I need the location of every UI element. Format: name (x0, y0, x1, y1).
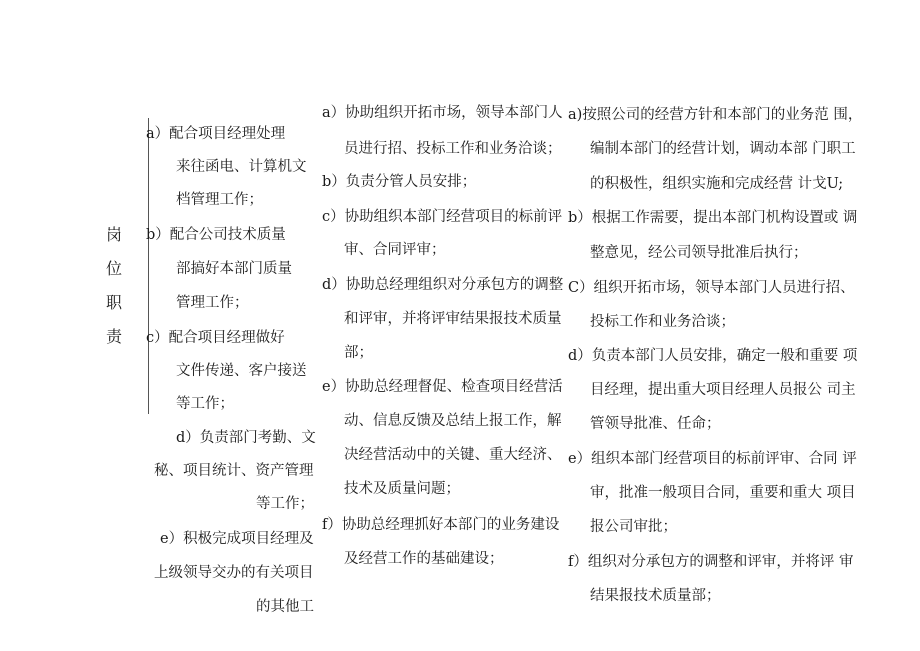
col2-line: e）协助总经理督促、检查项目经营活 (322, 379, 563, 395)
col3-line: 审，批准一般项目合同，重要和重大 项目 (590, 485, 856, 501)
col1-line: 秘、项目统计、资产管理 (154, 463, 314, 479)
col2-line: 决经营活动中的关键、重大经济、 (344, 447, 562, 463)
col2-line: 和评审，并将评审结果报技术质量 (344, 311, 562, 327)
col1-line: 档管理工作； (176, 192, 263, 208)
col3-line: 结果报技术质量部； (590, 588, 721, 604)
col1-line: 等工作； (176, 396, 234, 412)
column-divider-line (148, 118, 149, 414)
col1-line: b）配合公司技术质量 (146, 227, 286, 243)
col1-line: 上级领导交办的有关项目 (154, 565, 314, 581)
col2-line: d）协助总经理组织对分承包方的调整 (322, 277, 564, 293)
col3-line: e）组织本部门经营项目的标前评审、合同 评 (568, 451, 857, 467)
col2-line: 员进行招、投标工作和业务洽谈； (344, 141, 562, 157)
col1-line: e）积极完成项目经理及 (160, 531, 314, 547)
col1-line: a）配合项目经理处理 (146, 126, 286, 142)
col3-line: C）组织开拓市场，领导本部门人员进行招、 (568, 280, 855, 296)
title-char: 职 (105, 293, 122, 312)
col2-line: c）协助组织本部门经营项目的标前评 (322, 209, 563, 225)
col3-line: 目经理，提出重大项目经理人员报公 司主 (590, 382, 856, 398)
title-char: 责 (105, 327, 122, 346)
col2-line: b）负责分管人员安排； (322, 174, 477, 190)
col1-line: 等工作； (256, 496, 314, 512)
title-char: 位 (105, 259, 122, 278)
col3-line: d）负责本部门人员安排，确定一般和重要 项 (568, 348, 858, 364)
col3-line: a)按照公司的经营方针和本部门的业务范 围， (568, 107, 863, 123)
col3-line: 管领导批准、任命； (590, 416, 721, 432)
col2-line: 技术及质量问题； (344, 481, 460, 497)
col2-line: f）协助总经理抓好本部门的业务建设 (322, 517, 560, 533)
col1-line: 来往函电、计算机文 (176, 159, 307, 175)
col2-line: 及经营工作的基础建设； (344, 551, 504, 567)
col1-line: 管理工作； (176, 295, 249, 311)
col1-line: 部搞好本部门质量 (176, 261, 292, 277)
col3-line: 编制本部门的经营计划，调动本部 门职工 (590, 141, 856, 157)
col2-line: a）协助组织开拓市场，领导本部门人 (322, 105, 563, 121)
col3-line: 投标工作和业务洽谈； (590, 314, 735, 330)
col2-line: 部； (344, 345, 373, 361)
title-char: 岗 (105, 225, 122, 244)
col2-line: 动、信息反馈及总结上报工作，解 (344, 413, 562, 429)
col1-line: 的其他工 (256, 599, 314, 615)
col1-line: 文件传递、客户接送 (176, 363, 307, 379)
col2-line: 审、合同评审； (344, 242, 446, 258)
col1-line: d）负责部门考勤、文 (176, 430, 316, 446)
col3-line: 整意见，经公司领导批准后执行； (590, 245, 808, 261)
section-title-vertical (103, 222, 125, 358)
col3-line: b）根据工作需要，提出本部门机构设置或 调 (568, 210, 858, 226)
col3-line: 报公司审批； (590, 519, 677, 535)
col3-line: 的积极性，组织实施和完成经营 计戈U; (590, 176, 844, 192)
col3-line: f）组织对分承包方的调整和评审，并将评 审 (568, 554, 854, 570)
col1-line: c）配合项目经理做好 (146, 330, 285, 346)
